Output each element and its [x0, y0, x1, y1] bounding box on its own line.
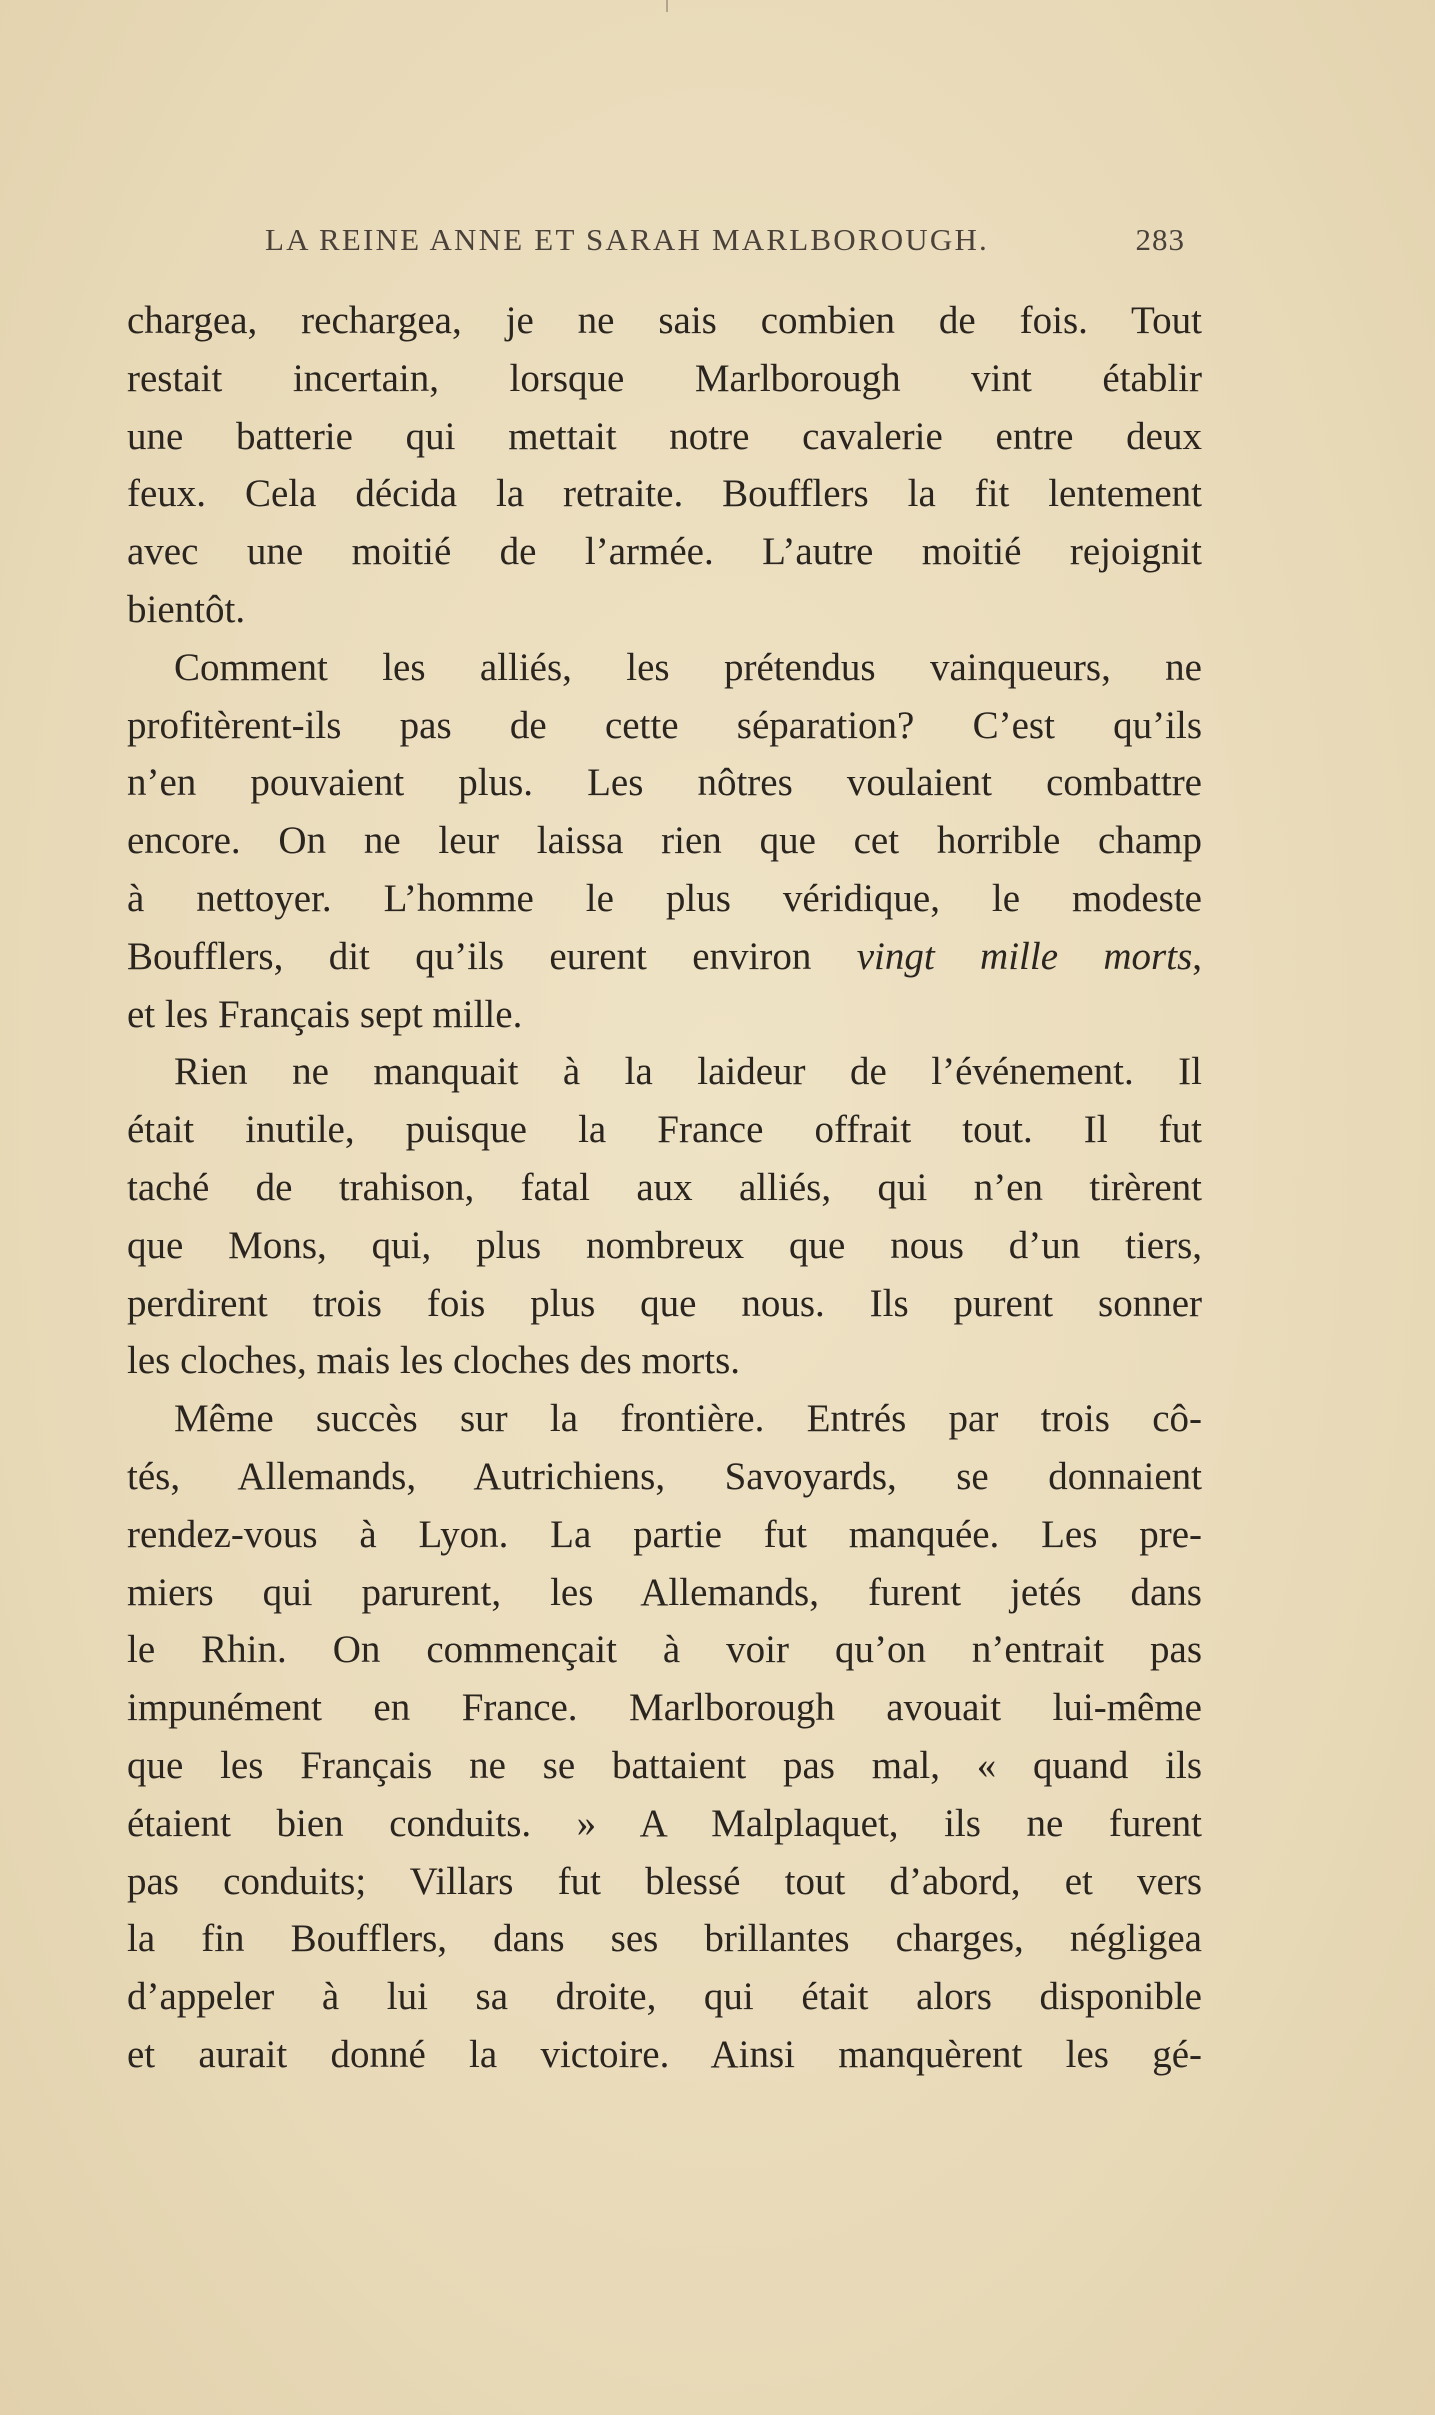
print-mark	[666, 0, 668, 12]
text-line: restait incertain, lorsque Marlborough vint établir	[127, 356, 1202, 400]
text-line: à nettoyer. L’homme le plus véridique, le modeste	[127, 876, 1202, 920]
text-line: pas conduits; Villars fut blessé tout d’abord, et vers	[127, 1859, 1202, 1903]
text-line: perdirent trois fois plus que nous. Ils purent sonner	[127, 1281, 1202, 1325]
text-line: d’appeler à lui sa droite, qui était alors disponible	[127, 1975, 1202, 2019]
body-text	[127, 292, 1202, 2084]
text-line: Même succès sur la frontière. Entrés par trois cô-	[174, 1397, 1202, 1441]
text-line: impunément en France. Marlborough avouait lui-même	[127, 1686, 1202, 1730]
text-line: encore. On ne leur laissa rien que cet horrible champ	[127, 819, 1202, 863]
text-line: Rien ne manquait à la laideur de l’événement. Il	[174, 1050, 1202, 1094]
text-line: étaient bien conduits. » A Malplaquet, ils ne furent	[127, 1801, 1202, 1845]
running-head-title: LA REINE ANNE ET SARAH MARLBOROUGH.	[265, 222, 990, 257]
italic-suffix: ,	[1192, 934, 1202, 978]
text-line: chargea, rechargea, je ne sais combien de fois. Tout	[127, 299, 1202, 342]
text-line: était inutile, puisque la France offrait tout. Il fut	[127, 1108, 1202, 1152]
text-line: feux. Cela décida la retraite. Boufflers la fit lentement	[127, 472, 1202, 516]
text-line: les cloches, mais les cloches des morts.	[127, 1339, 741, 1383]
text-line: taché de trahison, fatal aux alliés, qui n’en tirèrent	[127, 1165, 1202, 1209]
text-segment: Boufflers, dit qu’ils eurent environ	[127, 934, 812, 978]
text-line: et aurait donné la victoire. Ainsi manquèrent les gé-	[127, 2032, 1202, 2076]
text-line: tés, Allemands, Autrichiens, Savoyards, se donnaient	[127, 1454, 1202, 1498]
page-number: 283	[1135, 222, 1185, 257]
text-line: n’en pouvaient plus. Les nôtres voulaient combattre	[127, 761, 1202, 805]
text-line: que Mons, qui, plus nombreux que nous d’un tiers,	[127, 1223, 1202, 1267]
text-line: et les Français sept mille.	[127, 992, 523, 1036]
text-line-with-italic	[127, 928, 1202, 986]
text-line: une batterie qui mettait notre cavalerie entre deux	[127, 414, 1202, 458]
text-line: bientôt.	[127, 587, 246, 631]
text-line: miers qui parurent, les Allemands, furent jetés dans	[127, 1570, 1202, 1614]
italic-phrase: vingt mille morts	[856, 934, 1193, 978]
text-line: que les Français ne se battaient pas mal, « quand ils	[127, 1743, 1202, 1787]
text-line: avec une moitié de l’armée. L’autre moitié rejoignit	[127, 530, 1202, 574]
text-line: Comment les alliés, les prétendus vainqueurs, ne	[174, 645, 1202, 689]
text-line: la fin Boufflers, dans ses brillantes charges, négligea	[127, 1917, 1202, 1961]
text-line: rendez-vous à Lyon. La partie fut manquée. Les pre-	[127, 1512, 1202, 1556]
text-line: le Rhin. On commençait à voir qu’on n’entrait pas	[127, 1628, 1202, 1672]
running-head	[265, 222, 1185, 272]
text-line: profitèrent-ils pas de cette séparation? C’est qu’ils	[127, 703, 1202, 747]
